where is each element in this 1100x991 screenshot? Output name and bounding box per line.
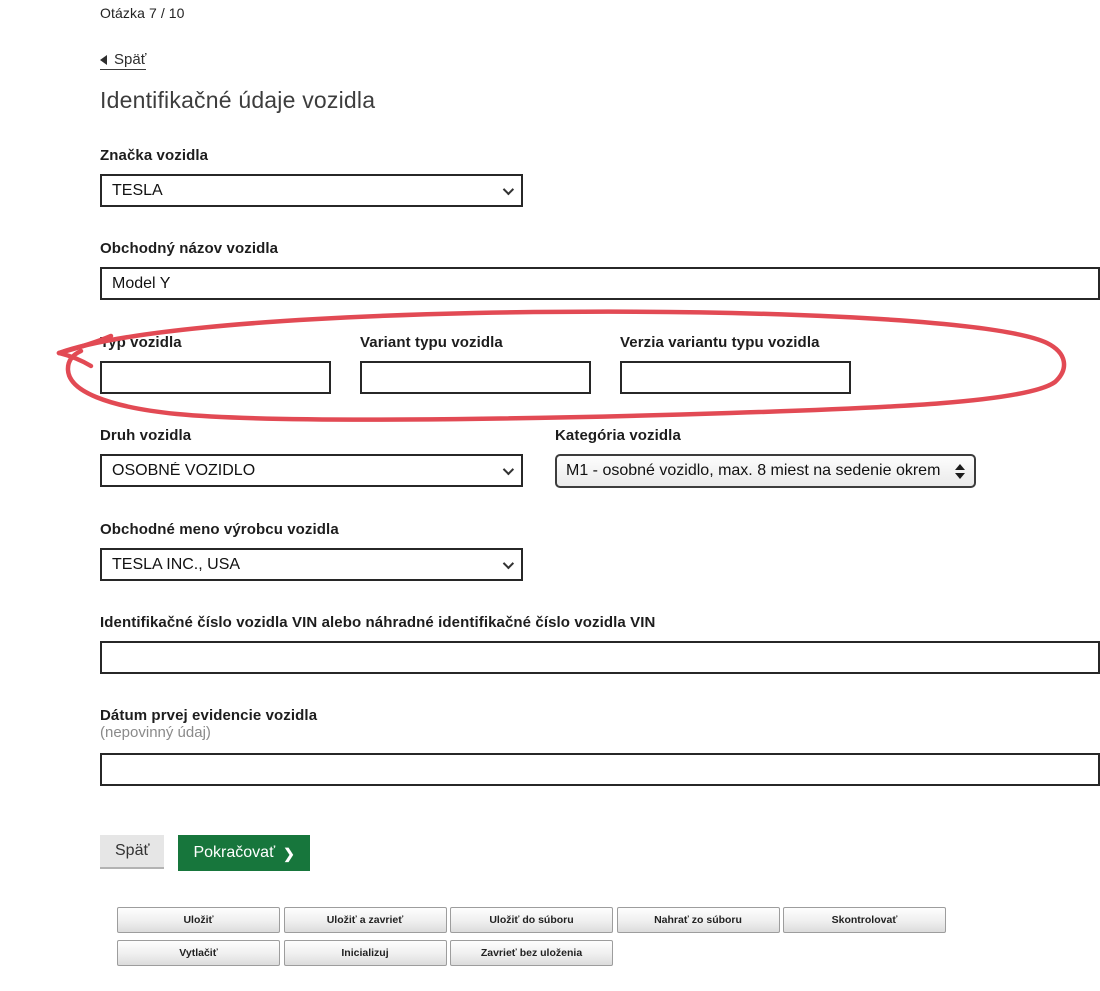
page-title: Identifikačné údaje vozidla: [100, 87, 376, 113]
close-without-saving-button[interactable]: Zavrieť bez uloženia: [450, 940, 613, 966]
toolbar-row-1: [117, 907, 957, 933]
continue-button-label: Pokračovať: [193, 844, 276, 861]
toolbar-row-2: [117, 940, 957, 966]
save-to-file-button[interactable]: Uložiť do súboru: [450, 907, 613, 933]
field-group-trade-name: [100, 240, 1100, 300]
field-group-kind-category: [100, 427, 1100, 488]
brand-label: Značka vozidla: [100, 147, 209, 164]
type-label: Typ vozidla: [100, 334, 182, 351]
field-col-category: [555, 427, 976, 488]
category-label: Kategória vozidla: [555, 427, 681, 444]
back-link[interactable]: [100, 51, 146, 70]
field-group-first-registration: [100, 707, 1100, 786]
first-registration-label: Dátum prvej evidencie vozidla: [100, 707, 318, 724]
category-select[interactable]: [555, 454, 976, 488]
chevron-down-icon: [503, 183, 514, 194]
field-col-variant: [360, 334, 591, 394]
field-group-vin: [100, 614, 1100, 674]
back-button[interactable]: Späť: [100, 835, 164, 869]
trade-name-input[interactable]: [100, 267, 1100, 300]
brand-select-value: TESLA: [112, 181, 163, 199]
triangle-up-icon: [955, 464, 965, 470]
first-registration-input[interactable]: [100, 753, 1100, 786]
question-counter: Otázka 7 / 10: [100, 5, 185, 21]
chevron-down-icon: [503, 557, 514, 568]
field-col-version: [620, 334, 851, 394]
kind-select-value: OSOBNÉ VOZIDLO: [112, 461, 256, 479]
kind-select[interactable]: [100, 454, 523, 487]
back-link-label: Späť: [114, 51, 147, 68]
print-button[interactable]: Vytlačiť: [117, 940, 280, 966]
first-registration-hint: (nepovinný údaj): [100, 724, 211, 741]
version-input[interactable]: [620, 361, 851, 394]
validate-button[interactable]: Skontrolovať: [783, 907, 946, 933]
category-select-value: M1 - osobné vozidlo, max. 8 miest na sedenie okrem: [566, 462, 941, 479]
trade-name-label: Obchodný názov vozidla: [100, 240, 279, 257]
field-group-type-variant-version: [100, 334, 1100, 394]
variant-label: Variant typu vozidla: [360, 334, 503, 351]
wizard-nav-buttons: [100, 835, 1100, 871]
type-input[interactable]: [100, 361, 331, 394]
load-from-file-button[interactable]: Nahrať zo súboru: [617, 907, 780, 933]
continue-button[interactable]: [178, 835, 309, 871]
manufacturer-select[interactable]: [100, 548, 523, 581]
select-spinner-icon: [955, 464, 965, 479]
field-group-brand: [100, 147, 1100, 207]
field-col-type: [100, 334, 331, 394]
vin-input[interactable]: [100, 641, 1100, 674]
eform-toolbar: [117, 907, 957, 966]
manufacturer-label: Obchodné meno výrobcu vozidla: [100, 521, 339, 538]
triangle-down-icon: [955, 473, 965, 479]
brand-select[interactable]: [100, 174, 523, 207]
field-group-manufacturer: [100, 521, 1100, 581]
back-arrow-icon: [100, 55, 107, 65]
chevron-down-icon: [503, 463, 514, 474]
variant-input[interactable]: [360, 361, 591, 394]
initialize-button[interactable]: Inicializuj: [284, 940, 447, 966]
save-button[interactable]: Uložiť: [117, 907, 280, 933]
kind-label: Druh vozidla: [100, 427, 192, 444]
vin-label: Identifikačné číslo vozidla VIN alebo náhradné identifikačné číslo vozidla VIN: [100, 614, 656, 631]
version-label: Verzia variantu typu vozidla: [620, 334, 820, 351]
chevron-right-icon: ❯: [283, 845, 295, 861]
field-col-kind: [100, 427, 523, 488]
save-and-close-button[interactable]: Uložiť a zavrieť: [284, 907, 447, 933]
manufacturer-select-value: TESLA INC., USA: [112, 555, 241, 573]
